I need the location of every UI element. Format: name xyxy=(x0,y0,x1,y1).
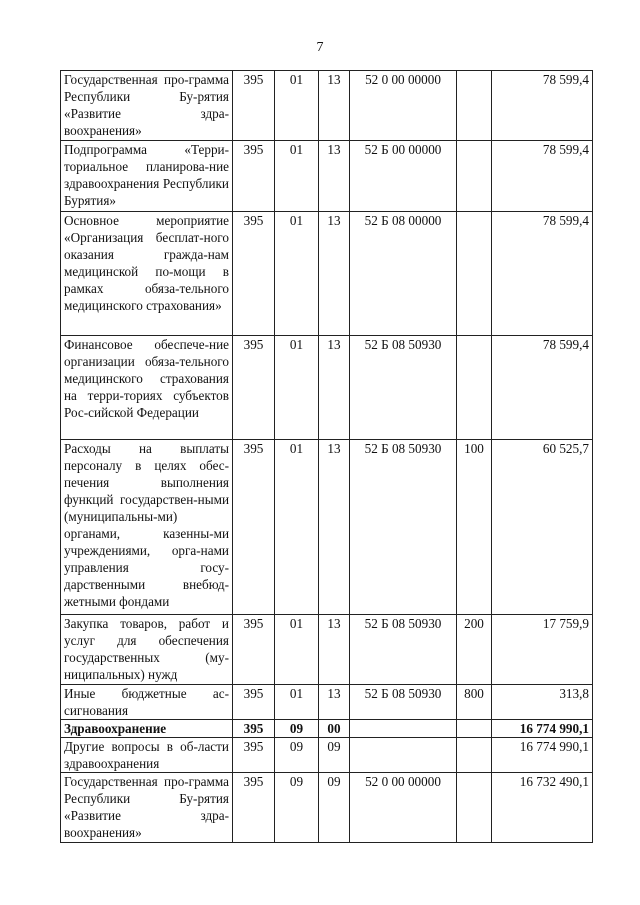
ministry-code: 395 xyxy=(233,71,275,141)
table-row xyxy=(61,773,593,843)
section-code: 01 xyxy=(275,71,319,141)
row-name: Государственная про-грамма Республики Бу-рятия «Развитие здра-воохранения» xyxy=(61,773,233,843)
expense-type xyxy=(457,336,492,440)
target-article: 52 Б 08 50930 xyxy=(350,336,457,440)
target-article: 52 Б 08 50930 xyxy=(350,685,457,720)
row-name: Основное мероприятие «Организация бесплат-ного оказания гражда-нам медицинской по-мощи в рамках обяза-тельного медицинского страхования» xyxy=(61,212,233,336)
expense-type xyxy=(457,720,492,738)
ministry-code: 395 xyxy=(233,336,275,440)
expense-type xyxy=(457,738,492,773)
ministry-code: 395 xyxy=(233,773,275,843)
row-name: Здравоохранение xyxy=(61,720,233,738)
amount: 78 599,4 xyxy=(492,336,593,440)
table-row xyxy=(61,615,593,685)
section-code: 01 xyxy=(275,141,319,212)
section-code: 01 xyxy=(275,685,319,720)
subsection-code: 13 xyxy=(319,615,350,685)
section-code: 01 xyxy=(275,615,319,685)
row-name: Подпрограмма «Терри-ториальное планирова-ние здравоохранения Республики Бурятия» xyxy=(61,141,233,212)
row-name: Расходы на выплаты персоналу в целях обес-печения выполнения функций государствен-ными (муниципальны-ми) органами, казенны-ми учреждениями, орга-нами управления госу-дарственными внебюд-жетными фондами xyxy=(61,440,233,615)
row-name: Закупка товаров, работ и услуг для обеспечения государственных (му-ниципальных) нужд xyxy=(61,615,233,685)
ministry-code: 395 xyxy=(233,615,275,685)
table-row xyxy=(61,440,593,615)
table-row xyxy=(61,685,593,720)
ministry-code: 395 xyxy=(233,720,275,738)
section-code: 01 xyxy=(275,336,319,440)
subsection-code: 13 xyxy=(319,440,350,615)
target-article: 52 0 00 00000 xyxy=(350,71,457,141)
expense-type: 100 xyxy=(457,440,492,615)
table-row xyxy=(61,720,593,738)
section-code: 09 xyxy=(275,738,319,773)
ministry-code: 395 xyxy=(233,212,275,336)
ministry-code: 395 xyxy=(233,685,275,720)
ministry-code: 395 xyxy=(233,141,275,212)
amount: 16 774 990,1 xyxy=(492,738,593,773)
target-article: 52 0 00 00000 xyxy=(350,773,457,843)
subsection-code: 00 xyxy=(319,720,350,738)
section-code: 09 xyxy=(275,773,319,843)
target-article xyxy=(350,720,457,738)
table-row xyxy=(61,71,593,141)
expense-type xyxy=(457,141,492,212)
subsection-code: 13 xyxy=(319,71,350,141)
amount: 78 599,4 xyxy=(492,141,593,212)
target-article xyxy=(350,738,457,773)
subsection-code: 13 xyxy=(319,685,350,720)
amount: 78 599,4 xyxy=(492,212,593,336)
expense-type xyxy=(457,71,492,141)
table-row xyxy=(61,336,593,440)
expense-type xyxy=(457,773,492,843)
subsection-code: 13 xyxy=(319,212,350,336)
amount: 16 774 990,1 xyxy=(492,720,593,738)
amount: 313,8 xyxy=(492,685,593,720)
page-number: 7 xyxy=(316,40,324,55)
expense-type xyxy=(457,212,492,336)
ministry-code: 395 xyxy=(233,440,275,615)
amount: 16 732 490,1 xyxy=(492,773,593,843)
target-article: 52 Б 00 00000 xyxy=(350,141,457,212)
target-article: 52 Б 08 50930 xyxy=(350,615,457,685)
row-name: Финансовое обеспече-ние организации обяза-тельного медицинского страхования на терри-ториях субъектов Рос-сийской Федерации xyxy=(61,336,233,440)
amount: 17 759,9 xyxy=(492,615,593,685)
subsection-code: 13 xyxy=(319,336,350,440)
row-name: Государственная про-грамма Республики Бу-рятия «Развитие здра-воохранения» xyxy=(61,71,233,141)
row-name: Другие вопросы в об-ласти здравоохранения xyxy=(61,738,233,773)
expense-type: 200 xyxy=(457,615,492,685)
amount: 78 599,4 xyxy=(492,71,593,141)
ministry-code: 395 xyxy=(233,738,275,773)
section-code: 01 xyxy=(275,212,319,336)
section-code: 09 xyxy=(275,720,319,738)
table-row xyxy=(61,738,593,773)
subsection-code: 09 xyxy=(319,738,350,773)
section-code: 01 xyxy=(275,440,319,615)
budget-table xyxy=(60,70,593,843)
expense-type: 800 xyxy=(457,685,492,720)
subsection-code: 13 xyxy=(319,141,350,212)
table-row xyxy=(61,212,593,336)
subsection-code: 09 xyxy=(319,773,350,843)
table-row xyxy=(61,141,593,212)
target-article: 52 Б 08 50930 xyxy=(350,440,457,615)
row-name: Иные бюджетные ас-сигнования xyxy=(61,685,233,720)
amount: 60 525,7 xyxy=(492,440,593,615)
target-article: 52 Б 08 00000 xyxy=(350,212,457,336)
